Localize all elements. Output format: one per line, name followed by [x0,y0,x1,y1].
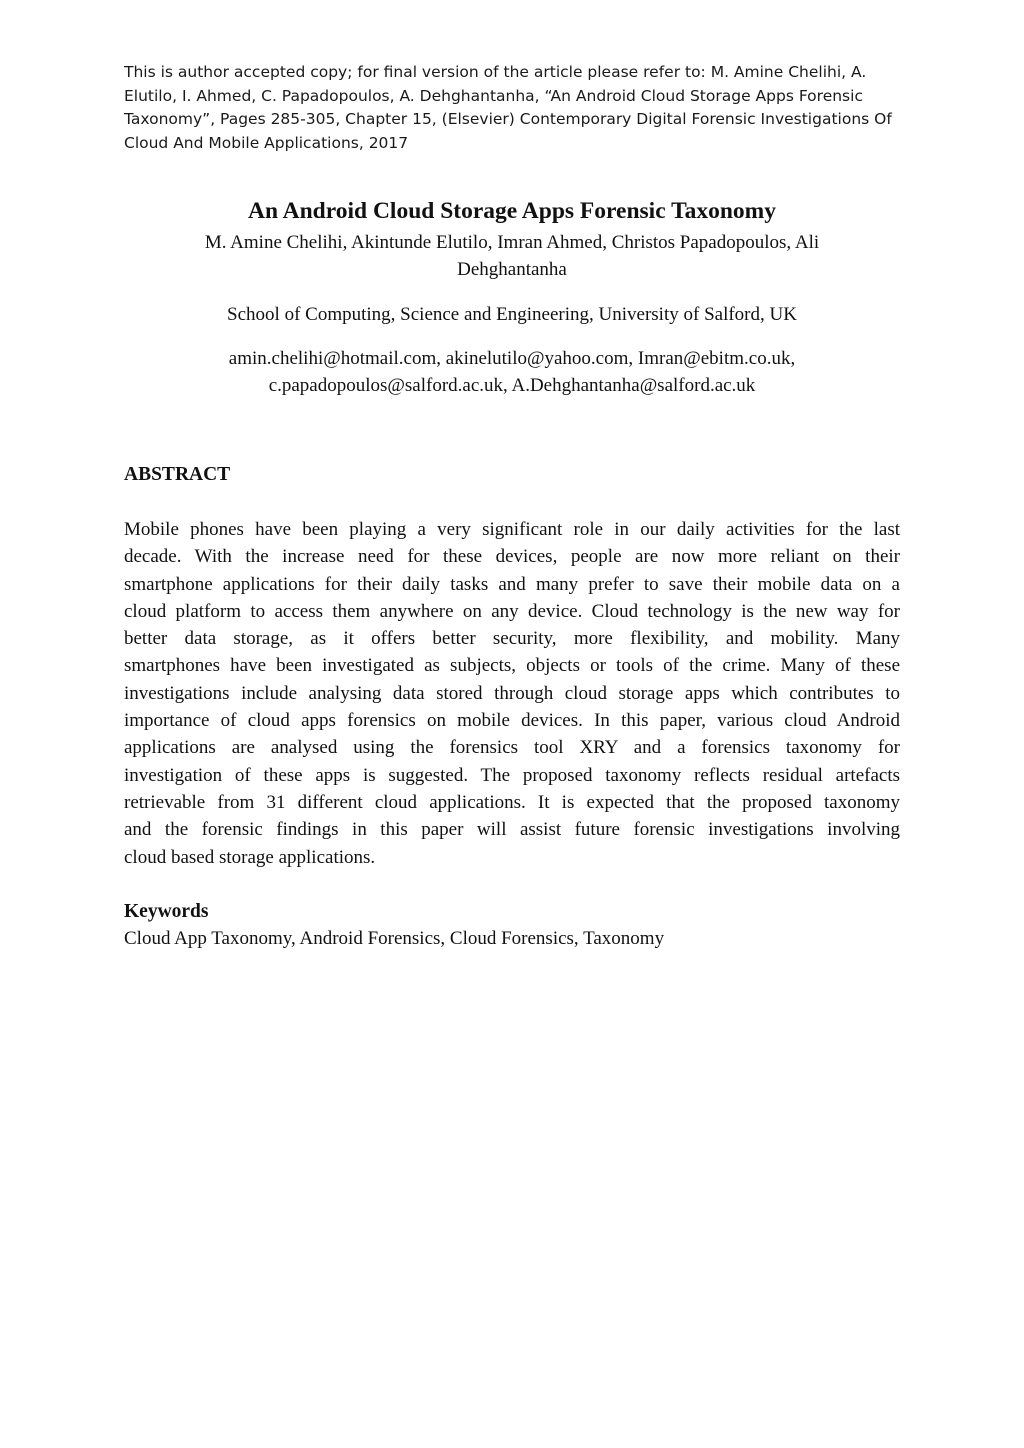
notice-line: Elutilo, I. Ahmed, C. Papadopoulos, A. Dehghantanha, “An Android Cloud Storage Apps Forensic [124,86,863,105]
abstract-line: and the forensic findings in this paper will assist future forensic investigations involving [124,819,900,841]
abstract-line: cloud based storage applications. [124,846,376,868]
email-list [124,345,900,399]
author-line: M. Amine Chelihi, Akintunde Elutilo, Imran Ahmed, Christos Papadopoulos, Ali [204,232,820,253]
abstract-line: cloud platform to access them anywhere on any device. Cloud technology is the new way for [124,600,900,622]
abstract-line: Mobile phones have been playing a very significant role in our daily activities for the last [124,519,900,540]
abstract-line: retrievable from 31 different cloud applications. It is expected that the proposed taxonomy [124,791,900,813]
keywords-heading: Keywords [124,901,209,922]
abstract-line: decade. With the increase need for these devices, people are now more reliant on their [124,546,900,568]
email-line: amin.chelihi@hotmail.com, akinelutilo@yahoo.com, Imran@ebitm.co.uk, [228,348,796,369]
abstract-line: applications are analysed using the forensics tool XRY and a forensics taxonomy for [124,737,900,759]
abstract-heading: ABSTRACT [124,464,231,485]
abstract-line: investigation of these apps is suggested. The proposed taxonomy reflects residual artefacts [124,764,900,786]
affiliation: School of Computing, Science and Engineering, University of Salford, UK [227,304,797,325]
abstract-line: importance of cloud apps forensics on mobile devices. In this paper, various cloud Android [124,710,900,732]
email-line: c.papadopoulos@salford.ac.uk, A.Dehghantanha@salford.ac.uk [268,375,756,396]
abstract-body [124,516,900,871]
author-copy-notice [124,61,904,155]
abstract-line: investigations include analysing data stored through cloud storage apps which contributes to [124,682,900,704]
abstract-line: better data storage, as it offers better security, more flexibility, and mobility. Many [124,628,900,650]
notice-line: Cloud And Mobile Applications, 2017 [124,133,409,152]
notice-line: This is author accepted copy; for final version of the article please refer to: M. Amine Chelihi, A. [124,63,867,81]
keywords-text: Cloud App Taxonomy, Android Forensics, Cloud Forensics, Taxonomy [124,928,665,949]
author-list [124,229,900,283]
paper-title: An Android Cloud Storage Apps Forensic Taxonomy [247,198,776,224]
author-line: Dehghantanha [457,259,567,280]
notice-line: Taxonomy”, Pages 285-305, Chapter 15, (Elsevier) Contemporary Digital Forensic Investigations Of [124,110,892,128]
abstract-line: smartphones have been investigated as subjects, objects or tools of the crime. Many of these [124,655,900,677]
title-block [124,196,900,399]
abstract-line: smartphone applications for their daily tasks and many prefer to save their mobile data on a [124,573,900,595]
